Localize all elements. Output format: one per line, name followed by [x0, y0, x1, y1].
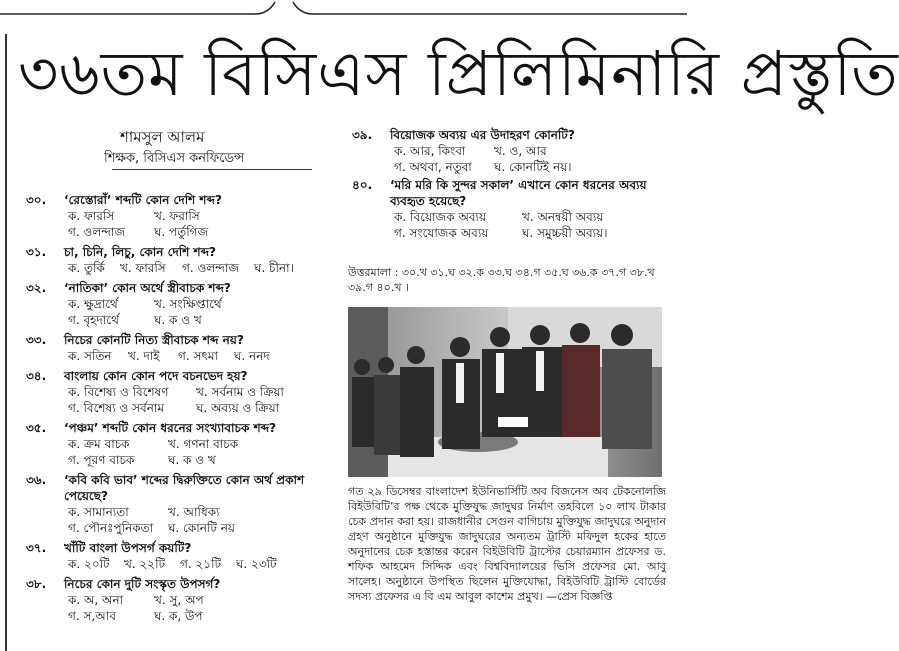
option: ঘ. ননদ: [234, 349, 270, 363]
option: ঘ. ২৩টি: [236, 557, 277, 571]
question-text: ৪০. ‘মরি মরি কি সুন্দর সকাল’ এখানে কোন ধরনের অব্যয় ব্যবহৃত হয়েছে?: [352, 178, 647, 208]
question-text: ৩৯. বিয়োজক অব্যয় এর উদাহরণ কোনটি?: [352, 128, 575, 142]
question-block: [26, 332, 336, 364]
answer-key-text: ৩০.খ ৩১.ঘ ৩২.ক ৩৩.ঘ ৩৪.গ ৩৫.ঘ ৩৬.ক ৩৭.গ ৩৮.খ ৩৯.গ ৪০.খ ।: [348, 266, 655, 294]
option: ক. বিশেষ্য ও বিশেষণ: [68, 385, 169, 399]
question-options: [26, 592, 336, 608]
question-options: [26, 452, 336, 468]
option: ঘ. চীনা।: [254, 261, 294, 275]
question-text: ৩০. ‘রেস্তোরাঁ’ শব্দটি কোন দেশি শব্দ?: [26, 193, 222, 207]
option: গ. ওলন্দাজ: [68, 225, 126, 239]
option: ক. অ, অনা: [68, 593, 124, 607]
question-number: ৩০.: [26, 193, 47, 207]
option: ঘ. পর্তুগিজ: [154, 225, 209, 239]
option: ক. ক্ষুদ্রার্থে: [68, 297, 118, 311]
question-text: ৩৪. বাংলায় কোন কোন পদে বচনভেদ হয়?: [26, 369, 248, 383]
photo-caption: গত ২৯ ডিসেম্বর বাংলাদেশ ইউনিভার্সিটি অব বিজনেস অব টেকনোলজি বিইউবিটি’র পক্ষ থেকে মুক্তিযুদ্ধ জাদুঘর নির্মাণ তহবিলে ১০ লাখ টাকার চেক প্রদান করা হয়। রাজধানীর সেগুন বাগিচায় মুক্তিযুদ্ধ জাদুঘরে অনুদান গ্রহণ অনুষ্ঠানে মুক্তিযুদ্ধ জাদুঘরের অন্যতম ট্রাস্টি মফিদুল হকের হাতে অনুদানের চেক হস্তান্তর করেন বিইউবিটি ট্রাস্টের চেয়ারম্যান প্রফেসর ড. শফিক আহমেদ সিদ্দিক এবং বিশ্ববিদ্যালয়ের ভিসি প্রফেসর মো. আবু সালেহ। অনুষ্ঠানে উপস্থিত ছিলেন মুক্তিযোদ্ধা, বিইউবিটি ট্রাস্টি বোর্ডের সদস্য প্রফেসর এ বি এম আবুল কাশেম প্রমুখ। —প্রেস বিজ্ঞপ্তি: [348, 485, 666, 603]
option: ঘ. ক ও খ: [168, 453, 216, 467]
option: গ. সংযোজক অব্যয়: [394, 226, 489, 240]
option: গ. বিশেষ্য ও সর্বনাম: [68, 401, 164, 415]
option: ক. সামান্যতা: [68, 505, 129, 519]
question-block: [26, 420, 336, 468]
question-options: [26, 504, 336, 520]
option: গ. সৎমা: [178, 349, 218, 363]
question-text: ৩৭. খাঁটি বাংলা উপসর্গ কয়টি?: [26, 541, 192, 555]
option: গ. পূরণ বাচক: [68, 453, 135, 467]
question-options: [26, 608, 336, 624]
left-border-line: [5, 34, 7, 651]
question-number: ৩৭.: [26, 541, 47, 555]
option: ঘ. অব্যয় ও ক্রিয়া: [196, 401, 280, 415]
question-options: [26, 436, 336, 452]
option: গ. অথবা, নতুবা: [394, 160, 472, 174]
question-options: [26, 520, 336, 536]
option: খ. ফরাসি: [154, 209, 200, 223]
option: গ. পৌনঃপুনিকতা: [68, 521, 154, 535]
author-underline: [112, 169, 312, 170]
option: খ. সু, অপ: [154, 593, 204, 607]
option: খ. অনন্বয়ী অব্যয়: [522, 210, 604, 224]
questions-right-column: [352, 125, 682, 241]
question-block: [26, 576, 336, 624]
option: ক. ২০টি: [68, 557, 110, 571]
question-options: [352, 159, 682, 175]
question-block: [352, 127, 682, 175]
option: গ. স,আব: [68, 609, 116, 623]
question-options: [352, 225, 682, 241]
news-photo: [348, 307, 662, 477]
question-block: [26, 244, 336, 276]
question-options: [26, 384, 336, 400]
option: ঘ. সমুচ্চয়ী অব্যয়।: [522, 226, 608, 240]
option: ক. সতিন: [68, 349, 112, 363]
question-text: ৩৩. নিচের কোনটি নিত্য স্ত্রীবাচক শব্দ নয়?: [26, 333, 244, 347]
question-block: [26, 368, 336, 416]
question-options: [352, 209, 682, 225]
option: ঘ. ক, উপ: [154, 609, 203, 623]
question-options: [26, 260, 336, 276]
top-frame-decoration: [0, 0, 687, 22]
question-options: [26, 224, 336, 240]
option: খ. সংক্ষিপ্তার্থে: [154, 297, 222, 311]
option: খ. সর্বনাম ও ক্রিয়া: [196, 385, 284, 399]
option: ক. বিয়োজক অব্যয়: [394, 210, 487, 224]
question-options: [26, 208, 336, 224]
option: খ. দাই: [128, 349, 160, 363]
option: ঘ. কোনটিই নয়।: [494, 160, 572, 174]
author-role: শিক্ষক, বিসিএস কনফিডেন্স: [104, 151, 245, 166]
option: গ. ২১টি: [180, 557, 222, 571]
question-text: ৩২. ‘নাতিকা’ কোন অর্থে স্ত্রীবাচক শব্দ?: [26, 281, 231, 295]
question-text: ৩১. চা, চিনি, লিচু, কোন দেশি শব্দ?: [26, 245, 216, 259]
option: খ. ও, আর: [494, 144, 547, 158]
option: গ. ওলন্দাজ: [182, 261, 240, 275]
option: গ. বৃহদার্থে: [68, 313, 119, 327]
option: ঘ. ক ও খ: [154, 313, 202, 327]
question-block: [26, 280, 336, 328]
question-options: [26, 296, 336, 312]
question-block: [352, 177, 682, 241]
question-number: ৩৯.: [352, 128, 373, 142]
question-options: [26, 312, 336, 328]
question-block: [26, 540, 336, 572]
question-text: ৩৮. নিচের কোন দুটি সংস্কৃত উপসর্গ?: [26, 577, 221, 591]
question-options: [26, 400, 336, 416]
question-options: [26, 348, 336, 364]
question-number: ৩৪.: [26, 369, 47, 383]
page-title: ৩৬তম বিসিএস প্রিলিমিনারি প্রস্তুতি: [18, 37, 899, 110]
question-text: ৩৬. ‘কবি কবি ভাব’ শব্দের দ্বিরুক্তিতে কোন অর্থ প্রকাশ পেয়েছে?: [26, 473, 305, 503]
option: ক. ক্রম বাচক: [68, 437, 130, 451]
option: ক. ফারসি: [68, 209, 115, 223]
question-block: [26, 192, 336, 240]
question-options: [26, 556, 336, 572]
question-number: ৩৫.: [26, 421, 47, 435]
question-number: ৩৮.: [26, 577, 47, 591]
question-number: ৩২.: [26, 281, 47, 295]
question-number: ৩১.: [26, 245, 47, 259]
option: খ. ২২টি: [124, 557, 166, 571]
option: ক. আর, কিংবা: [394, 144, 466, 158]
question-number: ৩৩.: [26, 333, 47, 347]
questions-left-column: [26, 188, 336, 624]
question-number: ৩৬.: [26, 473, 47, 487]
author-name: শামসুল আলম: [120, 128, 205, 146]
question-text: ৩৫. ‘পঞ্চম’ শব্দটি কোন ধরনের সংখ্যাবাচক শব্দ?: [26, 421, 277, 435]
option: ঘ. কোনটি নয়: [168, 521, 235, 535]
question-block: [26, 472, 336, 536]
answer-key-label: উত্তরমালা :: [348, 266, 399, 279]
option: খ. ফারসি: [120, 261, 166, 275]
question-number: ৪০.: [352, 178, 373, 192]
question-options: [352, 143, 682, 159]
option: খ. গণনা বাচক: [168, 437, 239, 451]
option: খ. আধিক্য: [168, 505, 220, 519]
option: ক. তুর্কি: [68, 261, 105, 275]
answer-key: [348, 265, 678, 295]
